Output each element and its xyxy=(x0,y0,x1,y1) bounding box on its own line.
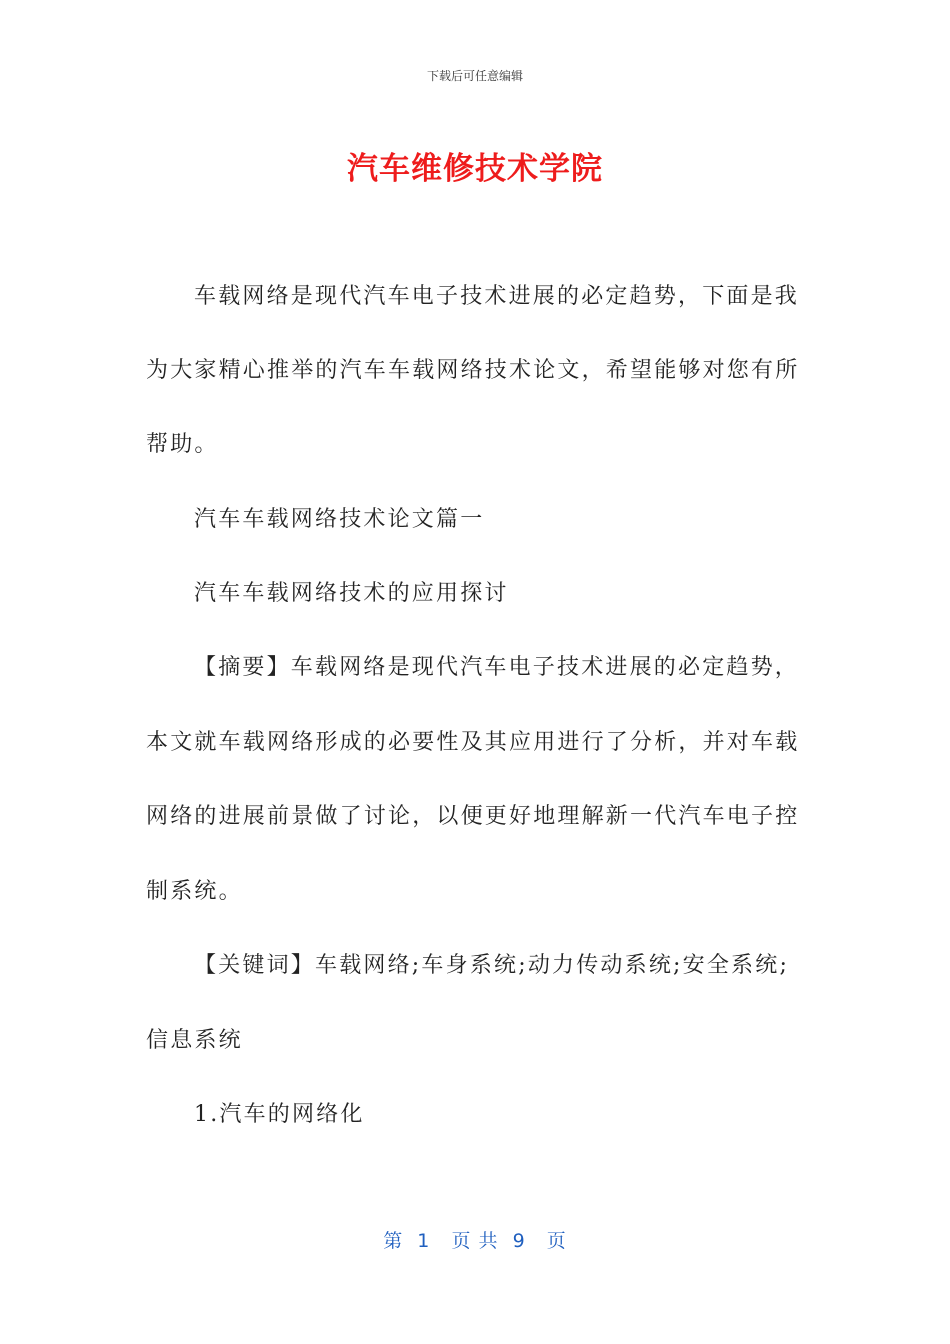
abstract-line: 制系统。 xyxy=(146,879,243,904)
page-number-footer: 第 1 页 共 9 页 xyxy=(383,1230,567,1252)
document-title: 汽车维修技术学院 xyxy=(347,151,603,187)
abstract-line: 【摘要】车载网络是现代汽车电子技术进展的必定趋势， xyxy=(194,655,800,680)
article-title: 汽车车载网络技术的应用探讨 xyxy=(194,581,509,606)
paragraph-line: 帮助。 xyxy=(146,432,219,457)
paragraph-line: 为大家精心推举的汽车车载网络技术论文，希望能够对您有所 xyxy=(146,358,800,383)
abstract-line: 网络的进展前景做了讨论，以便更好地理解新一代汽车电子控 xyxy=(146,804,800,829)
paragraph-line: 车载网络是现代汽车电子技术进展的必定趋势，下面是我 xyxy=(194,284,800,309)
page-header-note: 下载后可任意编辑 xyxy=(426,69,523,83)
keywords-line: 【关键词】车载网络;车身系统;动力传动系统;安全系统; xyxy=(194,953,790,978)
section-heading: 1.汽车的网络化 xyxy=(194,1102,365,1127)
keywords-line: 信息系统 xyxy=(146,1028,243,1053)
section-heading: 汽车车载网络技术论文篇一 xyxy=(194,507,485,532)
abstract-line: 本文就车载网络形成的必要性及其应用进行了分析，并对车载 xyxy=(146,730,800,755)
